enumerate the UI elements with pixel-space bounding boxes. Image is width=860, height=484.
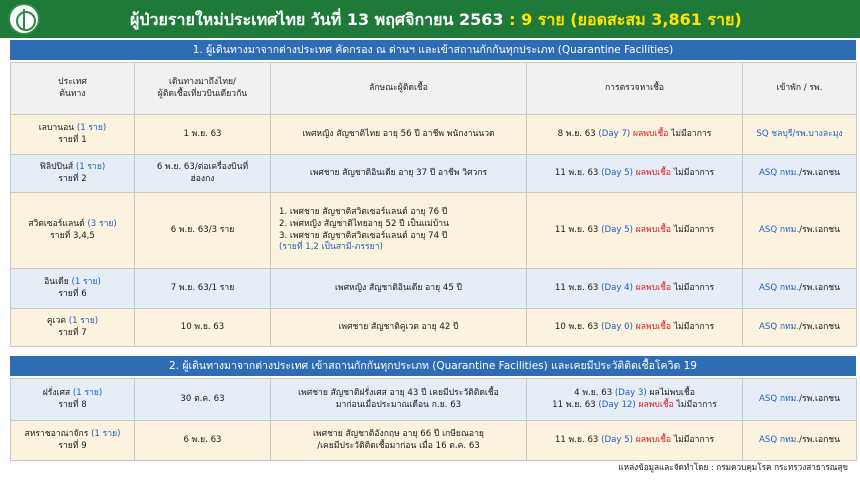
arrival-cell: 6 พ.ย. 63/ต่อเครื่องบินที่ ฮ่องกง <box>135 155 271 193</box>
title-count: 9 ราย (ยอดสะสม 3,861 ราย) <box>521 10 742 29</box>
hospital-cell: ASQ กทม./รพ.เอกชน <box>743 269 857 309</box>
hospital-cell: ASQ กทม./รพ.เอกชน <box>743 421 857 461</box>
arrival-cell: 30 ต.ค. 63 <box>135 379 271 421</box>
table-row <box>11 379 857 421</box>
trait-cell: 1. เพศชาย สัญชาติสวิตเซอร์แลนด์ อายุ 76 ปี 2. เพศหญิง สัญชาติไทยอายุ 52 ปี เป็นแม่บ้าน 3. เพศชาย สัญชาติสวิตเซอร์แลนด์ อายุ 74 ปี (รายที่ 1,2 เป็นสามี-ภรรยา) <box>271 193 527 269</box>
col-country-header: ประเทศ ต้นทาง <box>11 63 135 115</box>
country-cell: ฝรั่งเศส (1 ราย) รายที่ 8 <box>11 379 135 421</box>
table-row <box>11 115 857 155</box>
table-header-row <box>11 63 857 115</box>
source-footer: แหล่งข้อมูลและจัดทำโดย : กรมควบคุมโรค กระทรวงสาธารณสุข <box>618 462 848 472</box>
hospital-cell: ASQ กทม./รพ.เอกชน <box>743 193 857 269</box>
cases-table-section-2 <box>10 378 857 461</box>
country-cell: คูเวต (1 ราย) รายที่ 7 <box>11 309 135 347</box>
trait-cell: เพศหญิง สัญชาติอินเดีย อายุ 45 ปี <box>271 269 527 309</box>
trait-cell: เพศชาย สัญชาติอังกฤษ อายุ 66 ปี เกษียณอายุ /เคยมีประวัติติดเชื้อมาก่อน เมื่อ 16 ต.ค. 63 <box>271 421 527 461</box>
table-row <box>11 269 857 309</box>
hospital-cell: ASQ กทม./รพ.เอกชน <box>743 155 857 193</box>
arrival-cell: 1 พ.ย. 63 <box>135 115 271 155</box>
table-row <box>11 421 857 461</box>
title-separator: : <box>503 10 522 29</box>
country-cell: สหราชอาณาจักร (1 ราย) รายที่ 9 <box>11 421 135 461</box>
trait-cell: เพศหญิง สัญชาติไทย อายุ 56 ปี อาชีพ พนักงานนวด <box>271 115 527 155</box>
trait-cell: เพศชาย สัญชาติฝรั่งเศส อายุ 43 ปี เคยมีประวัติติดเชื้อ มาก่อนเมื่อประมาณเดือน ก.ย. 63 <box>271 379 527 421</box>
country-cell: เลบานอน (1 ราย) รายที่ 1 <box>11 115 135 155</box>
col-hospital-header: เข้าพัก / รพ. <box>743 63 857 115</box>
country-cell: ฟิลิปปินส์ (1 ราย) รายที่ 2 <box>11 155 135 193</box>
ministry-logo-icon <box>8 3 40 35</box>
arrival-cell: 6 พ.ย. 63/3 ราย <box>135 193 271 269</box>
test-cell: 11 พ.ย. 63 (Day 5) ผลพบเชื้อ ไม่มีอาการ <box>527 155 743 193</box>
country-cell: อินเดีย (1 ราย) รายที่ 6 <box>11 269 135 309</box>
arrival-cell: 10 พ.ย. 63 <box>135 309 271 347</box>
trait-cell: เพศชาย สัญชาติอินเดีย อายุ 37 ปี อาชีพ วิศวกร <box>271 155 527 193</box>
arrival-cell: 6 พ.ย. 63 <box>135 421 271 461</box>
hospital-cell: ASQ กทม./รพ.เอกชน <box>743 309 857 347</box>
hospital-cell: ASQ กทม./รพ.เอกชน <box>743 379 857 421</box>
col-tests-header: การตรวจหาเชื้อ <box>527 63 743 115</box>
arrival-cell: 7 พ.ย. 63/1 ราย <box>135 269 271 309</box>
page-title <box>130 8 742 33</box>
test-cell: 10 พ.ย. 63 (Day 0) ผลพบเชื้อ ไม่มีอาการ <box>527 309 743 347</box>
trait-cell: เพศชาย สัญชาติคูเวต อายุ 42 ปี <box>271 309 527 347</box>
test-cell: 4 พ.ย. 63 (Day 3) ผลไม่พบเชื้อ 11 พ.ย. 63 (Day 12) ผลพบเชื้อ ไม่มีอาการ <box>527 379 743 421</box>
table-row <box>11 155 857 193</box>
hospital-cell: SQ ชลบุรี/รพ.บางละมุง <box>743 115 857 155</box>
title-main: ผู้ป่วยรายใหม่ประเทศไทย วันที่ 13 พฤศจิกายน 2563 <box>130 10 504 29</box>
section-2-title: 2. ผู้เดินทางมาจากต่างประเทศ เข้าสถานกักกันทุกประเภท (Quarantine Facilities) และเคยมีประวัติติดเชื้อโควิด 19 <box>10 356 856 376</box>
header-bar <box>0 0 860 38</box>
test-cell: 11 พ.ย. 63 (Day 5) ผลพบเชื้อ ไม่มีอาการ <box>527 193 743 269</box>
test-cell: 11 พ.ย. 63 (Day 5) ผลพบเชื้อ ไม่มีอาการ <box>527 421 743 461</box>
col-arrival-header: เดินทางมาถึงไทย/ ผู้ติดเชื้อเที่ยวบินเดียวกัน <box>135 63 271 115</box>
table-row <box>11 309 857 347</box>
country-cell: สวิตเซอร์แลนด์ (3 ราย) รายที่ 3,4,5 <box>11 193 135 269</box>
section-1-title: 1. ผู้เดินทางมาจากต่างประเทศ คัดกรอง ณ ด่านฯ และเข้าสถานกักกันทุกประเภท (Quarantine Facilities) <box>10 40 856 60</box>
test-cell: 11 พ.ย. 63 (Day 4) ผลพบเชื้อ ไม่มีอาการ <box>527 269 743 309</box>
cases-table-section-1 <box>10 62 857 347</box>
col-traits-header: ลักษณะผู้ติดเชื้อ <box>271 63 527 115</box>
table-row <box>11 193 857 269</box>
test-cell: 8 พ.ย. 63 (Day 7) ผลพบเชื้อ ไม่มีอาการ <box>527 115 743 155</box>
